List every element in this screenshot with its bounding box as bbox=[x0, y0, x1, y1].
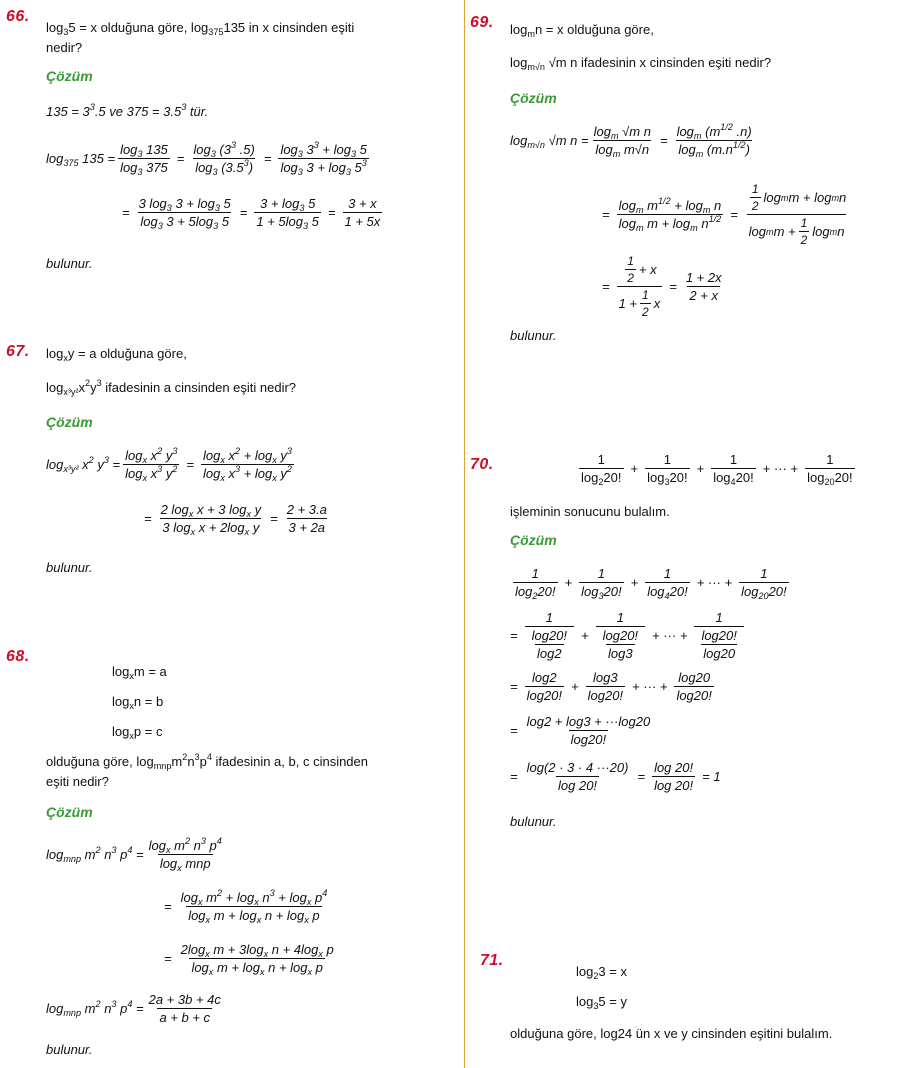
equation-69-line2: = $\frac{\log_m m^{1/2} + \log_m n}{\log_m m + \log_m n^{1/2}}$ = $\frac{1}{2}$ log m m + log m n log m m + $\frac{1}{2}$ log m n bbox=[602, 182, 847, 247]
equation-68-line2: = $\frac{\log_x m^2 + \log_x n^3 + \log_x p^4}{\log_x m + \log_x n + \log_x p}$ bbox=[164, 888, 328, 925]
conclusion-69: bulunur. bbox=[510, 328, 557, 343]
solution-label-67: Çözüm bbox=[46, 414, 93, 430]
given-71-2: $\log_35 = y$ bbox=[576, 994, 627, 1011]
problem-number-66: 66. bbox=[6, 8, 30, 25]
question-66-line2: nedir? bbox=[46, 40, 83, 55]
problem-number-71: 71. bbox=[480, 952, 504, 969]
problem-number-70: 70. bbox=[470, 456, 494, 473]
question-69-line2: $\log_{m√n} √m$ n ifadesinin x cinsinden eşiti nedir? bbox=[510, 55, 772, 72]
equation-68-line3: = $\frac{2\log_x m + 3\log_x n + 4\log_x p}{\log_x m + \log_x n + \log_x p}$ bbox=[164, 942, 334, 977]
given-68-1: $\log_xm = a$ bbox=[112, 664, 167, 681]
question-71: olduğuna göre, log24 ün x ve y cinsinden eşitini bulalım. bbox=[510, 1026, 833, 1041]
conclusion-68: bulunur. bbox=[46, 1042, 93, 1057]
equation-70-line2: = $\frac{1}{\frac{\log 20!}{\log 2}}$ + $\frac{1}{\frac{\log 20!}{\log 3}}$ + ··· + $\frac{1}{\frac{\log 20!}{\log 20}}$ bbox=[510, 610, 747, 661]
equation-69-line3: = $\frac{1}{2}$ + x 1 + $\frac{1}{2}$ x = $\frac{1 + 2x}{2 + x}$ bbox=[602, 254, 722, 319]
equation-70-line1: $\frac{1}{\log_220!}$ + $\frac{1}{\log_320!}$ + $\frac{1}{\log_420!}$ + ··· + $\frac{1}{\log_{20}20!}$ bbox=[515, 566, 787, 601]
equation-67-line2: = $\frac{2 \log_x x + 3 \log_x y}{3 \log_x x + 2\log_x y}$ = $\frac{2 + 3.a}{3 + 2a}$ bbox=[144, 502, 327, 537]
column-divider bbox=[464, 0, 465, 1068]
problem-number-67: 67. bbox=[6, 343, 30, 360]
question-68: olduğuna göre, $\log_{mnp}m^2n^3p^4$ ifadesinin a, b, c cinsinden bbox=[46, 752, 369, 771]
equation-70-line3: = $\frac{\log 2}{\log 20!}$ + $\frac{\log 3}{\log 20!}$ + ··· + $\frac{\log 20}{\log 20!}$ bbox=[510, 670, 712, 703]
equation-70-line5: = $\frac{\log(2 \cdot 3 \cdot 4 \cdot\cdot\cdot 20)}{\log 20!}$ = $\frac{\log 20!}{\log 20!}$ = 1 bbox=[510, 760, 721, 793]
given-71-1: $\log_23 = x$ bbox=[576, 964, 627, 981]
equation-66-line2: = $\frac{3 \log_3 3 + \log_3 5}{\log_3 3 + 5\log_3 5}$ = $\frac{3 + \log_3 5}{1 + 5\log_3 5}$ = $\frac{3 + x}{1 + 5x}$ bbox=[122, 196, 381, 231]
question-67-line2: $\log_{x^3y^2}x^2y^3$ ifadesinin a cinsinden eşiti nedir? bbox=[46, 378, 297, 397]
conclusion-66: bulunur. bbox=[46, 256, 93, 271]
solution-label-68: Çözüm bbox=[46, 804, 93, 820]
given-68-3: $\log_xp = c$ bbox=[112, 724, 163, 741]
problem-number-68: 68. bbox=[6, 648, 30, 665]
solution-label-66: Çözüm bbox=[46, 68, 93, 84]
conclusion-70: bulunur. bbox=[510, 814, 557, 829]
equation-68-line1: $\log_{mnp} m^2$ $n^3$ $p^4$ = $\frac{\log_x m^2 n^3 p^4}{\log_x mnp}$ bbox=[46, 836, 222, 873]
problem-number-69: 69. bbox=[470, 14, 494, 31]
question-66: $\log_35 = x$ olduğuna göre, $\log_{375}135$ in x cinsinden eşiti bbox=[46, 20, 355, 37]
equation-68-line4: $\log_{mnp} m^2$ $n^3$ $p^4$ = $\frac{2a + 3b + 4c}{a + b + c}$ bbox=[46, 992, 221, 1025]
question-68-line2: eşiti nedir? bbox=[46, 774, 109, 789]
solution-label-70: Çözüm bbox=[510, 532, 557, 548]
fact-66: $135 = 3^3.5$ ve $375 = 3.5^3$ tür. bbox=[46, 102, 209, 119]
equation-66-line1: $\log_{375} 135$ = $\frac{\log_3 135}{\log_3 375}$ = $\frac{\log_3 (3^3 .5)}{\log_3 (3.5^3)}$ = $\frac{\log_3 3^3 + \log_3 5}{\log_3 3 + \log_3 5^3}$ bbox=[46, 140, 367, 177]
question-67: $\log_xy = a$ olduğuna göre, bbox=[46, 346, 187, 363]
equation-70-line4: = $\frac{\log 2 + \log 3 + \cdot\cdot\cdot\log 20}{\log 20!}$ bbox=[510, 714, 651, 747]
equation-67-line1: $\log_{x^3y^2} x^2$ $y^3$ = $\frac{\log_x x^2 y^3}{\log_x x^3 y^2}$ = $\frac{\log_x x^2 + \log_x y^3}{\log_x x^3 + \log_x y^2}$ bbox=[46, 446, 292, 483]
question-70: işleminin sonucunu bulalım. bbox=[510, 504, 670, 519]
expression-70: $\frac{1}{\log_220!}$ + $\frac{1}{\log_320!}$ + $\frac{1}{\log_420!}$ + ··· + $\frac{1}{\log_{20}20!}$ bbox=[581, 452, 853, 487]
conclusion-67: bulunur. bbox=[46, 560, 93, 575]
equation-69-line1: $\log_{m√n} √m$ n = $\frac{\log_m √m n}{\log_m m√n}$ = $\frac{\log_m (m^{1/2} .n)}{\log_m (m.n^{1/2})}$ bbox=[510, 122, 752, 159]
solution-label-69: Çözüm bbox=[510, 90, 557, 106]
question-69: $\log_mn = x$ olduğuna göre, bbox=[510, 22, 654, 39]
given-68-2: $\log_xn = b$ bbox=[112, 694, 164, 711]
